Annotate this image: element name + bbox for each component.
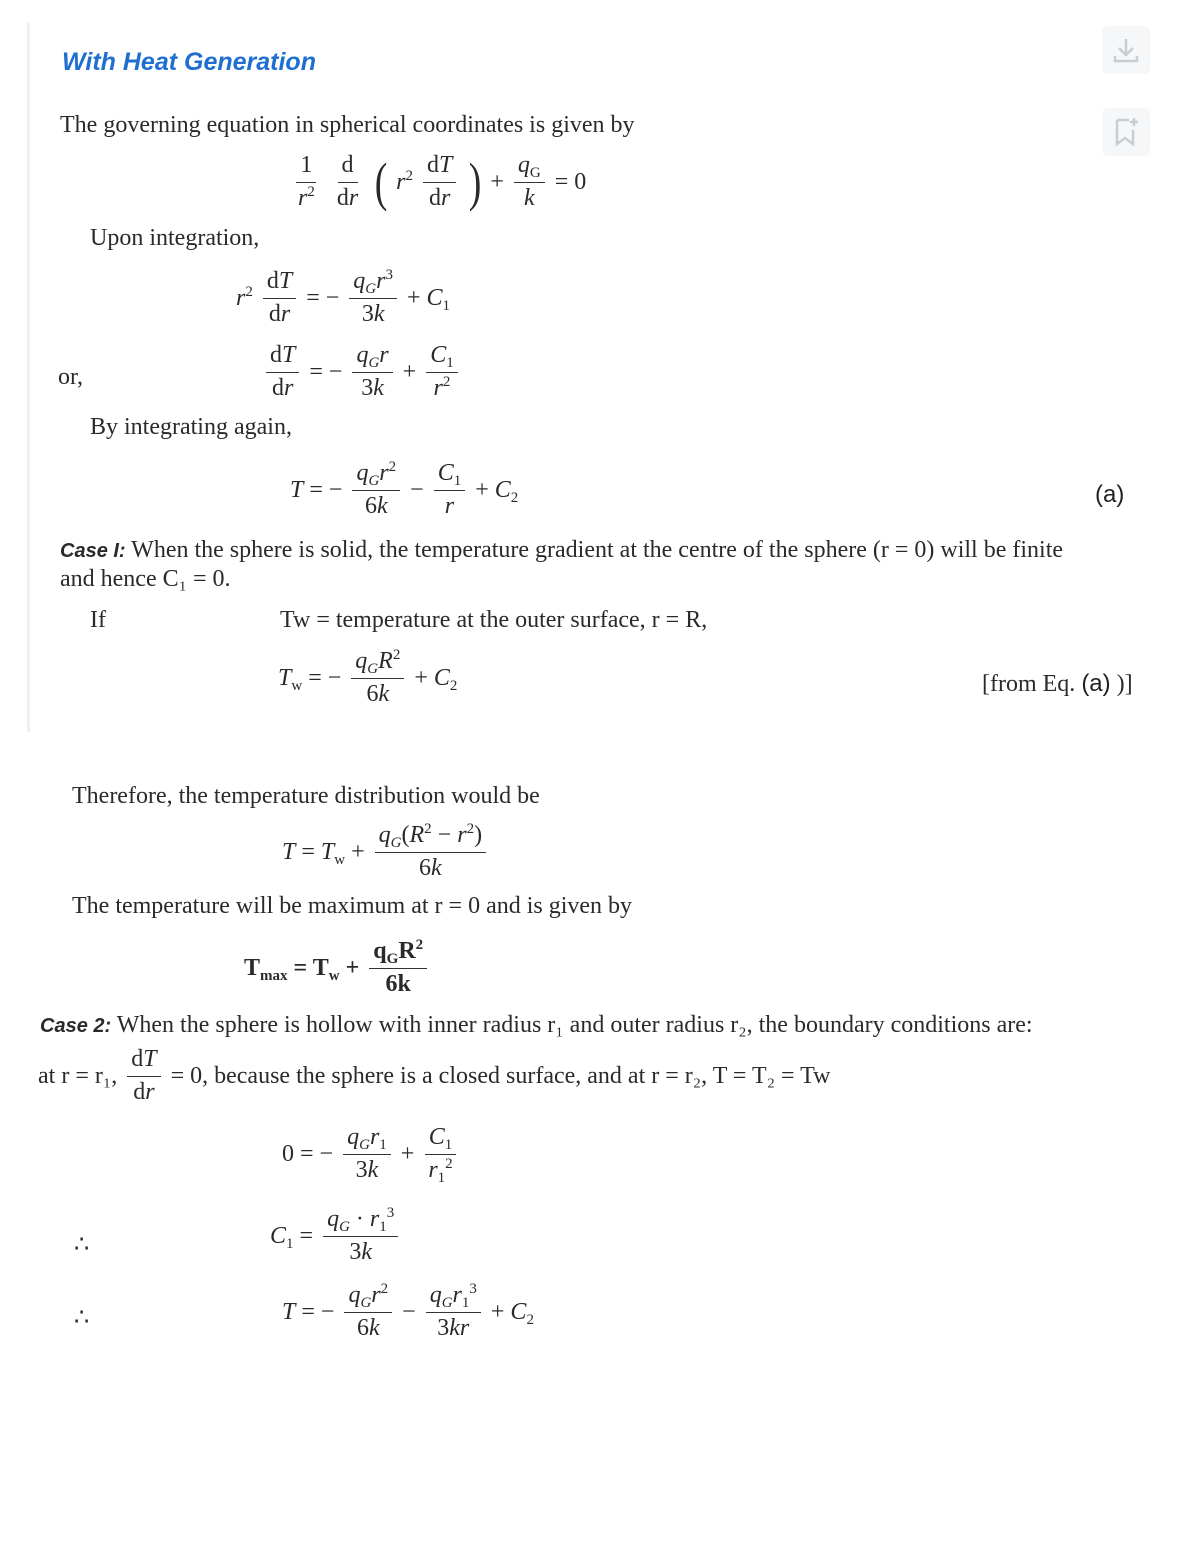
case1-sentence: When the sphere is solid, the temperature gradient at the centre of the sphere (r = 0) will be finite [131,537,1064,563]
integrating-again-text: By integrating again, [90,414,292,440]
case2-label: Case 2: [40,1015,112,1037]
therefore-text: Therefore, the temperature distribution would be [72,783,540,809]
left-rule [27,22,30,732]
or-text: or, [58,364,84,390]
download-icon [1111,35,1141,65]
case1-line1 [60,537,1063,564]
from-eq-close: )] [1116,671,1133,697]
boundary-condition-line: at r = r₁, $\frac{dT}{dr}$ = 0, because the sphere is a closed surface, and at r = r₂, T = T₂ = Tw [38,1046,831,1105]
from-eq-reference [982,670,1133,698]
case1-line2: and hence C₁ = 0. [60,566,231,592]
equation-label-a: (a) [1095,481,1125,508]
gradient-equation: $\frac{dT}{dr}$ = − $\frac{q_Gr}{3k}$ + $\frac{C_1}{r^2}$ [262,342,462,402]
temperature-general-equation: T = − $\frac{q_Gr^2}{6k}$ − $\frac{C_1}{r}$ + $C_2$ [290,459,519,519]
tmax-equation: $T_{max} = T_w$ + $\frac{q_GR^2}{6k}$ [244,938,431,998]
tw-definition: Tw = temperature at the outer surface, r = R, [280,607,708,633]
from-eq-text: [from Eq. [982,671,1076,697]
case2-line [40,1012,1033,1039]
therefore-symbol-1: ∴ [74,1232,90,1258]
temperature-distribution-equation: $T = T_w$ + $\frac{q_G(R^2 - r^2)}{6k}$ [282,822,490,882]
therefore-symbol-2: ∴ [74,1305,90,1331]
from-eq-label: (a) [1081,670,1111,697]
download-button[interactable] [1102,26,1150,74]
bookmark-add-icon [1111,116,1141,148]
hollow-bc-equation: 0 = − $\frac{q_Gr_1}{3k}$ + $\frac{C_1}{r_1^2}$ [282,1124,461,1184]
c1-equation: $C_1$ = $\frac{q_G \cdot r_1^3}{3k}$ [270,1206,402,1266]
tw-equation: $T_w$ = − $\frac{q_GR^2}{6k}$ + $C_2$ [278,647,458,707]
max-temperature-text: The temperature will be maximum at r = 0 and is given by [72,893,633,919]
upon-integration-text: Upon integration, [90,225,260,251]
bc-prefix: at r = r₁, [38,1062,118,1089]
first-integral-equation: $r^2$ $\frac{dT}{dr}$ = − $\frac{q_Gr^3}{3k}$ + $C_1$ [236,267,451,327]
hollow-temperature-equation: T = − $\frac{q_Gr^2}{6k}$ − $\frac{q_Gr_1^3}{3kr}$ + $C_2$ [282,1281,534,1341]
case1-label: Case I: [60,540,126,562]
bc-suffix: = 0, because the sphere is a closed surface, and at r = r₂, T = T₂ = Tw [170,1062,831,1089]
if-text: If [90,607,106,633]
governing-text: The governing equation in spherical coordinates is given by [60,112,635,138]
section-heading: With Heat Generation [62,48,316,76]
governing-equation: $\frac{1}{r^2}$ $\frac{d}{dr}$ ( $r^2$ $\frac{dT}{dr}$ ) + $\frac{q_G}{k}$ = 0 [298,152,587,213]
bookmark-button[interactable] [1102,108,1150,156]
case2-sentence: When the sphere is hollow with inner radius r₁ and outer radius r₂, the boundary conditions are: [116,1012,1033,1038]
